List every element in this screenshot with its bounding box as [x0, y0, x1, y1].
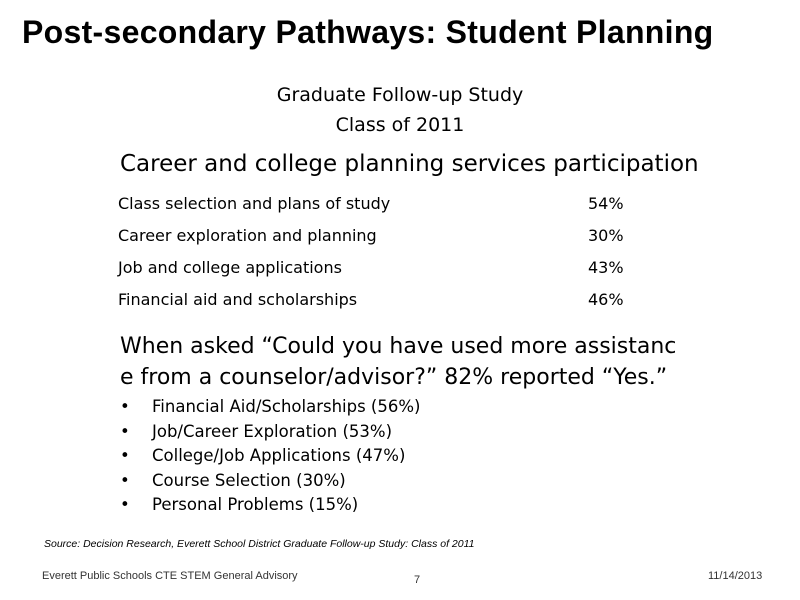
- services-row: [118, 290, 638, 322]
- question-line: e from a counselor/advisor?” 82% reported “Yes.”: [120, 365, 668, 390]
- slide-title: Post-secondary Pathways: Student Planning: [22, 14, 714, 50]
- service-label: Career exploration and planning: [118, 226, 377, 245]
- service-percent: 30%: [588, 226, 624, 245]
- service-percent: 46%: [588, 290, 624, 309]
- assistance-question: [120, 331, 720, 393]
- service-label: Financial aid and scholarships: [118, 290, 358, 309]
- services-heading: Career and college planning services participation: [120, 151, 699, 177]
- service-percent: 43%: [588, 258, 624, 277]
- bullet-icon: •: [120, 495, 130, 514]
- services-row: [118, 258, 638, 290]
- services-row: [118, 194, 638, 226]
- footer-date: 11/14/2013: [708, 570, 763, 582]
- page-number: 7: [414, 574, 421, 586]
- list-item-text: Job/Career Exploration (53%): [152, 421, 393, 441]
- list-item-text: Personal Problems (15%): [152, 495, 359, 514]
- services-row: [118, 226, 638, 258]
- list-item-text: Financial Aid/Scholarships (56%): [152, 397, 421, 416]
- bullet-icon: •: [120, 470, 130, 490]
- bullet-icon: •: [120, 446, 130, 465]
- subtitle-class: Class of 2011: [335, 114, 465, 136]
- services-table: [118, 194, 638, 322]
- list-item-text: College/Job Applications (47%): [152, 446, 406, 465]
- service-percent: 54%: [588, 194, 624, 213]
- bullet-icon: •: [120, 421, 130, 441]
- footer-organization: Everett Public Schools CTE STEM General Advisory: [42, 570, 298, 582]
- service-label: Job and college applications: [118, 258, 342, 277]
- service-label: Class selection and plans of study: [118, 194, 391, 213]
- subtitle-study: Graduate Follow-up Study: [276, 84, 524, 106]
- list-item-text: Course Selection (30%): [152, 470, 346, 490]
- question-line: When asked “Could you have used more assistanc: [120, 334, 677, 359]
- source-note: Source: Decision Research, Everett School District Graduate Follow-up Study: Class of 2011: [44, 538, 475, 550]
- bullet-icon: •: [120, 397, 130, 416]
